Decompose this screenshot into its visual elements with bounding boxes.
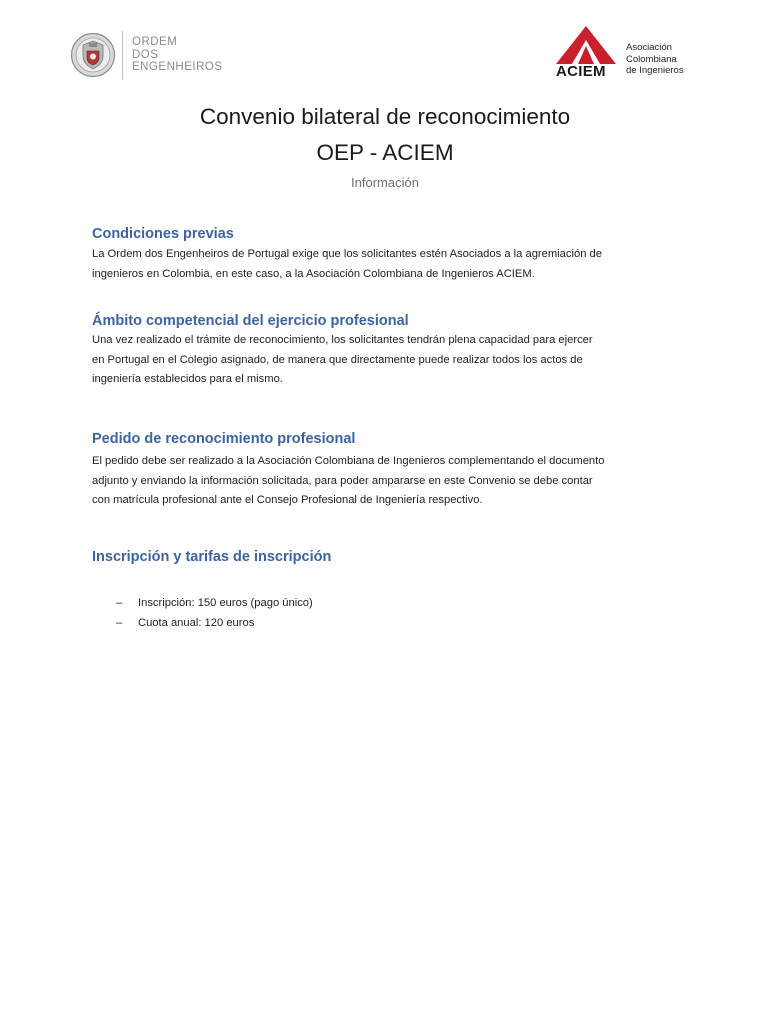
- aciem-wordmark: ACIEM: [556, 63, 606, 80]
- logo-divider: [122, 31, 123, 79]
- section-paragraph: [92, 245, 682, 284]
- ordem-dos-engenheiros-logo: [70, 30, 223, 80]
- fee-list: [116, 594, 313, 633]
- document-subtitle: Información: [351, 175, 419, 190]
- ordem-logo-line: DOS: [132, 48, 159, 61]
- paragraph-line: en Portugal en el Colegio asignado, de manera que directamente puede realizar todos los actos de: [92, 353, 583, 366]
- section-heading: Pedido de reconocimiento profesional: [92, 431, 356, 447]
- paragraph-line: con matrícula profesional ante el Consejo Profesional de Ingeniería respectivo.: [92, 494, 483, 506]
- bullet-dash: –: [116, 616, 123, 629]
- paragraph-line: ingeniería establecidos para el mismo.: [92, 373, 283, 385]
- paragraph-line: ingenieros en Colombia, en este caso, a la Asociación Colombiana de Ingenieros ACIEM.: [92, 267, 535, 280]
- aciem-full-name: [626, 42, 684, 77]
- section-heading: Ámbito competencial del ejercicio profesional: [92, 313, 409, 329]
- paragraph-line: adjunto y enviando la información solicitada, para poder ampararse en este Convenio se debe contar: [92, 474, 593, 487]
- aciem-name-line: de Ingenieros: [626, 65, 684, 76]
- aciem-logo: [556, 26, 696, 80]
- list-item: [116, 594, 313, 614]
- paragraph-line: La Ordem dos Engenheiros de Portugal exige que los solicitantes estén Asociados a la agremiación de: [92, 248, 602, 260]
- ordem-logo-text: [132, 36, 223, 74]
- list-item: [116, 614, 313, 634]
- aciem-name-line: Colombiana: [626, 53, 677, 65]
- document-title: Convenio bilateral de reconocimiento: [199, 104, 571, 129]
- ordem-logo-line: ORDEM: [132, 36, 178, 49]
- document-title-line-2: OEP - ACIEM: [316, 140, 454, 165]
- paragraph-line: El pedido debe ser realizado a la Asociación Colombiana de Ingenieros complementando el documento: [92, 455, 605, 467]
- ordem-logo-line: ENGENHEIROS: [132, 61, 223, 74]
- section-paragraph: [92, 452, 682, 511]
- aciem-name-line: Asociación: [626, 42, 672, 53]
- section-paragraph: [92, 331, 682, 390]
- list-item-text: Cuota anual: 120 euros: [138, 616, 255, 629]
- aciem-triangle-icon: [556, 26, 616, 64]
- paragraph-line: Una vez realizado el trámite de reconocimiento, los solicitantes tendrán plena capacidad para ejercer: [92, 334, 593, 346]
- section-heading: Inscripción y tarifas de inscripción: [92, 549, 332, 565]
- list-item-text: Inscripción: 150 euros (pago único): [138, 597, 313, 609]
- seal-icon: [70, 32, 116, 78]
- bullet-dash: –: [116, 597, 123, 609]
- section-heading: Condiciones previas: [92, 226, 234, 242]
